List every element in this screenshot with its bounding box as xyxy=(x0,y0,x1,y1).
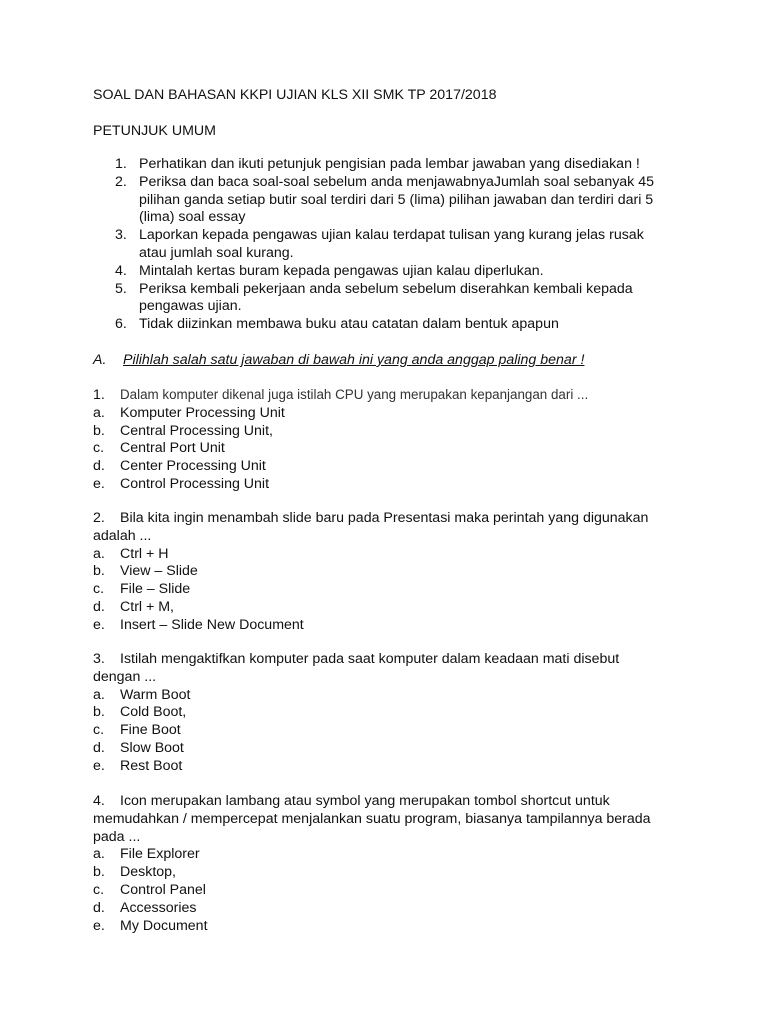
option-text: View – Slide xyxy=(120,563,198,580)
option-text: Komputer Processing Unit xyxy=(120,404,285,421)
instruction-number: 1. xyxy=(115,156,127,172)
option-text: Cold Boot, xyxy=(120,704,187,721)
answer-option xyxy=(93,846,663,864)
instruction-text: Periksa dan baca soal-soal sebelum anda menjawabnyaJumlah soal sebanyak 45 pilihan ganda setiap butir soal terdiri dari 5 (lima) pilihan jawaban dan terdiri dari 5 (lima) soal essay xyxy=(139,173,655,226)
option-letter: a. xyxy=(93,545,105,562)
answer-option xyxy=(93,722,663,740)
option-letter: a. xyxy=(93,686,105,703)
general-instructions-heading: PETUNJUK UMUM xyxy=(93,123,216,139)
option-text: Insert – Slide New Document xyxy=(120,616,304,633)
option-text: Ctrl + H xyxy=(120,545,169,562)
option-text: Fine Boot xyxy=(120,722,181,739)
question-stem xyxy=(93,651,663,687)
answer-option xyxy=(93,476,663,494)
option-letter: c. xyxy=(93,581,105,598)
question-text: Bila kita ingin menambah slide baru pada Presentasi maka perintah yang digunakan adalah ... xyxy=(93,510,649,544)
answer-option xyxy=(93,740,663,758)
question-stem xyxy=(93,386,663,405)
question-stem xyxy=(93,510,663,546)
answer-option xyxy=(93,440,663,458)
question-text: Istilah mengaktifkan komputer pada saat komputer dalam keadaan mati disebut dengan ... xyxy=(93,651,620,685)
option-text: Desktop, xyxy=(120,864,176,881)
option-text: Ctrl + M, xyxy=(120,598,174,615)
answer-option xyxy=(93,758,663,776)
instruction-number: 4. xyxy=(115,262,127,279)
option-letter: b. xyxy=(93,864,105,881)
option-letter: a. xyxy=(93,404,105,421)
option-letter: d. xyxy=(93,598,105,615)
instruction-item xyxy=(93,174,663,227)
question-3 xyxy=(93,651,663,776)
answer-option xyxy=(93,918,663,936)
answer-option xyxy=(93,617,663,635)
answer-options xyxy=(93,405,663,494)
option-letter: e. xyxy=(93,757,105,774)
option-text: Central Processing Unit, xyxy=(120,422,273,439)
instruction-text: Tidak diizinkan membawa buku atau catatan dalam bentuk apapun xyxy=(139,316,559,333)
option-text: Slow Boot xyxy=(120,739,184,756)
answer-option xyxy=(93,563,663,581)
option-letter: e. xyxy=(93,475,105,492)
question-number: 2. xyxy=(93,510,105,526)
option-letter: c. xyxy=(93,881,105,898)
option-letter: b. xyxy=(93,422,105,439)
answer-option xyxy=(93,882,663,900)
answer-options xyxy=(93,846,663,935)
option-text: File – Slide xyxy=(120,581,191,598)
answer-option xyxy=(93,423,663,441)
instruction-text: Perhatikan dan ikuti petunjuk pengisian pada lembar jawaban yang disediakan ! xyxy=(139,156,640,172)
answer-option xyxy=(93,599,663,617)
instruction-number: 6. xyxy=(115,316,127,333)
instruction-number: 3. xyxy=(115,227,127,244)
question-number: 1. xyxy=(93,387,105,403)
option-text: File Explorer xyxy=(120,846,200,863)
page-title: SOAL DAN BAHASAN KKPI UJIAN KLS XII SMK TP 2017/2018 xyxy=(93,87,497,103)
option-letter: c. xyxy=(93,722,105,739)
answer-option xyxy=(93,704,663,722)
option-letter: d. xyxy=(93,739,105,756)
answer-option xyxy=(93,687,663,705)
instruction-number: 5. xyxy=(115,280,127,297)
question-2 xyxy=(93,510,663,635)
instruction-item xyxy=(93,316,663,334)
option-letter: e. xyxy=(93,917,105,934)
section-a-heading xyxy=(93,352,584,370)
instruction-text: Laporkan kepada pengawas ujian kalau terdapat tulisan yang kurang jelas rusak atau jumlah soal kurang. xyxy=(139,227,644,261)
section-instruction: Pilihlah salah satu jawaban di bawah ini yang anda anggap paling benar ! xyxy=(123,352,585,368)
option-text: Control Processing Unit xyxy=(120,475,270,492)
instruction-item xyxy=(93,281,663,317)
answer-option xyxy=(93,405,663,423)
option-text: Control Panel xyxy=(120,881,206,898)
section-letter: A. xyxy=(93,352,107,368)
option-letter: b. xyxy=(93,563,105,580)
question-4 xyxy=(93,793,663,935)
question-number: 3. xyxy=(93,651,105,667)
option-letter: d. xyxy=(93,458,105,475)
question-stem xyxy=(93,793,663,846)
question-number: 4. xyxy=(93,793,105,809)
option-text: Central Port Unit xyxy=(120,440,225,457)
option-text: Center Processing Unit xyxy=(120,458,266,475)
option-text: Accessories xyxy=(120,899,197,916)
answer-option xyxy=(93,546,663,564)
instruction-text: Mintalah kertas buram kepada pengawas ujian kalau diperlukan. xyxy=(139,262,544,279)
option-text: Warm Boot xyxy=(120,686,191,703)
answer-options xyxy=(93,546,663,635)
answer-option xyxy=(93,864,663,882)
option-letter: b. xyxy=(93,704,105,721)
question-text: Dalam komputer dikenal juga istilah CPU yang merupakan kepanjangan dari ... xyxy=(120,387,589,402)
option-letter: e. xyxy=(93,616,105,633)
option-letter: c. xyxy=(93,440,105,457)
answer-option xyxy=(93,458,663,476)
answer-option xyxy=(93,581,663,599)
question-1 xyxy=(93,386,663,494)
instruction-item xyxy=(93,156,663,174)
instruction-number: 2. xyxy=(115,173,127,190)
option-text: Rest Boot xyxy=(120,757,183,774)
option-letter: a. xyxy=(93,846,105,863)
instruction-text: Periksa kembali pekerjaan anda sebelum sebelum diserahkan kembali kepada pengawas ujian. xyxy=(139,280,633,315)
option-letter: d. xyxy=(93,899,105,916)
option-text: My Document xyxy=(120,917,208,934)
answer-option xyxy=(93,900,663,918)
instruction-item xyxy=(93,227,663,263)
instructions-list xyxy=(93,156,663,334)
answer-options xyxy=(93,687,663,776)
instruction-item xyxy=(93,263,663,281)
question-text: Icon merupakan lambang atau symbol yang merupakan tombol shortcut untuk memudahkan / mempercepat menjalankan suatu program, biasanya tampilannya berada pada ... xyxy=(93,793,651,845)
